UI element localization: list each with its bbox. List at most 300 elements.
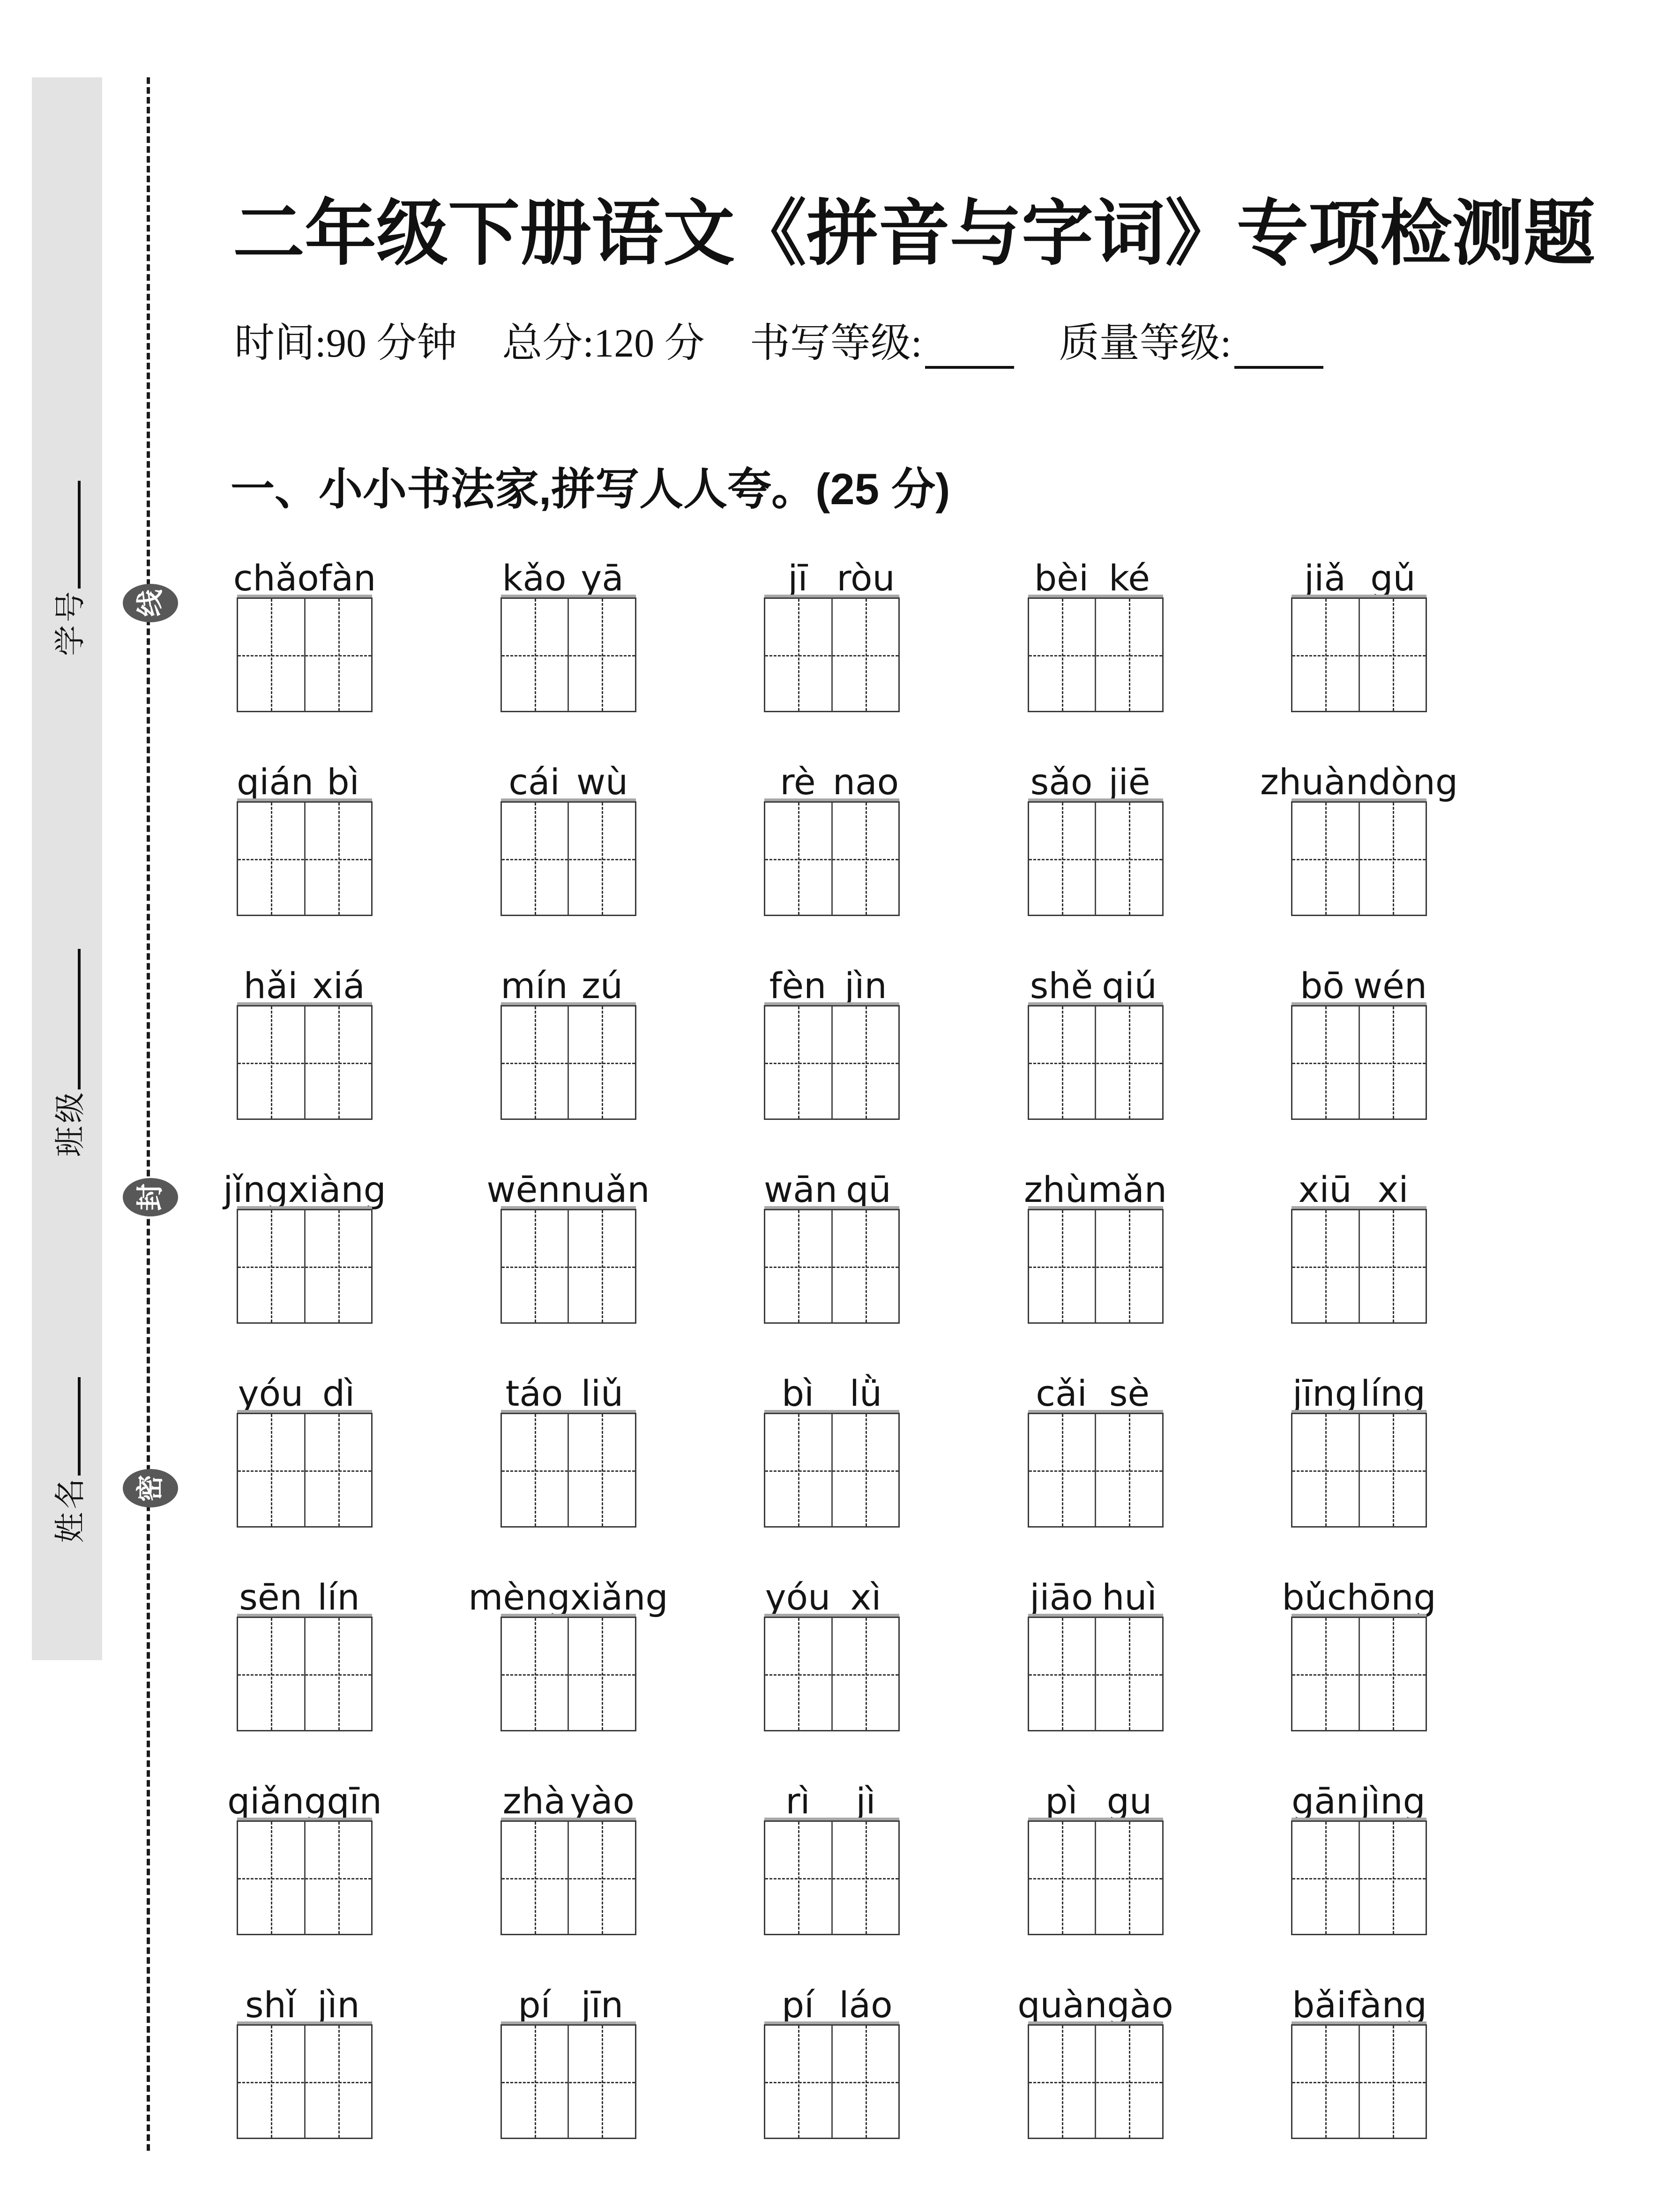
pinyin-syllable: bǔ [1282, 1576, 1327, 1618]
word-item [1028, 1355, 1164, 1559]
grid-cell [1029, 599, 1095, 711]
pinyin-syllable: táo [505, 1372, 563, 1414]
writing-grid [1028, 1209, 1164, 1324]
pinyin-pair [223, 1151, 386, 1210]
pinyin-syllable: nao [832, 760, 899, 803]
word-item [1017, 1967, 1173, 2170]
pinyin-syllable: lín [317, 1576, 360, 1618]
grid-cell [238, 1822, 304, 1934]
grid-cell [1292, 1414, 1359, 1526]
pinyin-syllable: gān [1292, 1780, 1359, 1822]
info-time [234, 310, 457, 368]
grid-cell [765, 803, 831, 915]
name-field-underline [47, 1377, 81, 1476]
pinyin-syllable: xì [850, 1576, 881, 1618]
pinyin-syllable: zhù [1024, 1168, 1088, 1210]
seal-dashed-line [147, 77, 150, 2151]
pinyin-syllable: jīn [581, 1983, 624, 2026]
word-item [237, 744, 373, 947]
pinyin-syllable: rì [785, 1780, 810, 1822]
pinyin-pair [1028, 947, 1164, 1005]
word-item [237, 1967, 373, 2170]
writing-grid [237, 1209, 373, 1324]
writing-grid [500, 1820, 636, 1935]
pinyin-pair [1028, 1355, 1164, 1413]
student-info-bar [32, 77, 102, 1660]
pinyin-pair [500, 947, 636, 1005]
grid-cell [831, 1618, 899, 1730]
word-item [1291, 1355, 1427, 1559]
pinyin-pair [237, 947, 373, 1005]
writing-grid [1291, 1820, 1427, 1935]
grid-cell [765, 1007, 831, 1118]
writing-grid [764, 2024, 900, 2139]
pinyin-syllable: líng [1360, 1372, 1426, 1414]
grid-cell [238, 1210, 304, 1322]
grid-cell [1029, 1414, 1095, 1526]
grid-cell [831, 2026, 899, 2138]
pinyin-pair [237, 744, 373, 801]
pinyin-pair [764, 1559, 900, 1617]
pinyin-syllable: jì [856, 1780, 876, 1822]
grid-cell [1359, 2026, 1426, 2138]
grid-cell [238, 1414, 304, 1526]
writing-grid [764, 1209, 900, 1324]
grid-cell [831, 1210, 899, 1322]
grid-cell [1095, 1822, 1162, 1934]
writing-grid [500, 801, 636, 916]
pinyin-row [237, 1355, 1427, 1559]
word-item [1260, 744, 1458, 947]
pinyin-syllable: jiāo [1030, 1576, 1093, 1618]
grid-cell [765, 599, 831, 711]
pinyin-syllable: jī [788, 557, 808, 599]
pinyin-row [237, 744, 1458, 947]
writing-grid [764, 597, 900, 712]
pinyin-pair [227, 1763, 382, 1822]
grid-cell [1359, 1414, 1426, 1526]
grid-cell [1292, 1618, 1359, 1730]
grid-cell [1292, 803, 1359, 915]
pinyin-pair [1028, 1763, 1164, 1820]
writing-grid [1028, 2024, 1164, 2139]
pinyin-syllable: yā [581, 557, 624, 599]
grid-cell [304, 2026, 372, 2138]
class-field [45, 949, 90, 1157]
pinyin-pair [1028, 540, 1164, 597]
word-item [1291, 1763, 1427, 1967]
pinyin-row [227, 1763, 1427, 1967]
info-time-label: 时间:90 分钟 [234, 321, 457, 365]
pinyin-syllable: jiǎ [1304, 557, 1346, 599]
grid-cell [1292, 1210, 1359, 1322]
pinyin-syllable: láo [839, 1983, 893, 2026]
pinyin-syllable: bǎi [1292, 1983, 1347, 2026]
grid-cell [1359, 599, 1426, 711]
grid-cell [765, 1822, 831, 1934]
exam-info-bar [234, 310, 1323, 368]
word-item [764, 540, 900, 744]
pinyin-pair [1291, 1355, 1427, 1413]
pinyin-syllable: jìn [317, 1983, 360, 2026]
pinyin-syllable: ròu [836, 557, 895, 599]
pinyin-syllable: rè [780, 760, 816, 803]
pinyin-syllable: wù [576, 760, 628, 803]
pinyin-row [223, 1151, 1427, 1355]
writing-grid [1028, 597, 1164, 712]
pinyin-syllable: jìng [1360, 1780, 1426, 1822]
word-item [764, 744, 900, 947]
grid-cell [1359, 1618, 1426, 1730]
pinyin-pair [1291, 540, 1427, 597]
grid-cell [1029, 1822, 1095, 1934]
pinyin-syllable: mín [500, 964, 568, 1007]
pinyin-pair [1291, 1763, 1427, 1820]
grid-cell [1095, 2026, 1162, 2138]
word-item [500, 744, 636, 947]
grid-cell [567, 803, 635, 915]
word-item [500, 1355, 636, 1559]
name-field [45, 1377, 90, 1543]
writing-grid [1291, 801, 1427, 916]
seal-badge-mi [123, 1469, 178, 1507]
pinyin-pair [486, 1151, 650, 1210]
word-item [237, 1355, 373, 1559]
info-quality-grade-label: 质量等级: [1059, 321, 1232, 365]
pinyin-pair [1017, 1967, 1173, 2026]
page-title: 二年级下册语文《拼音与字词》专项检测题 [233, 195, 1596, 274]
pinyin-syllable: sǎo [1030, 760, 1093, 803]
grid-cell [765, 1210, 831, 1322]
pinyin-pair [468, 1559, 668, 1618]
student-id-field [45, 481, 90, 656]
pinyin-syllable: zhuàn [1260, 760, 1368, 803]
word-item [764, 1355, 900, 1559]
grid-cell [304, 1210, 372, 1322]
writing-grid [1028, 1820, 1164, 1935]
word-item [468, 1559, 668, 1763]
writing-grid [764, 1617, 900, 1731]
word-item [764, 1559, 900, 1763]
pinyin-syllable: xiǎng [570, 1576, 668, 1618]
grid-cell [1359, 1210, 1426, 1322]
grid-cell [502, 1007, 568, 1118]
grid-cell [567, 1618, 635, 1730]
writing-grid [500, 1209, 636, 1324]
pinyin-pair [237, 1967, 373, 2024]
class-field-underline [47, 949, 81, 1089]
word-item [1028, 947, 1164, 1151]
pinyin-syllable: sè [1109, 1372, 1150, 1414]
grid-cell [502, 1618, 568, 1730]
writing-grid [500, 597, 636, 712]
pinyin-syllable: kǎo [502, 557, 567, 599]
pinyin-syllable: jīng [1292, 1372, 1358, 1414]
writing-grid [1028, 1617, 1164, 1731]
pinyin-syllable: shě [1030, 964, 1093, 1007]
word-item [237, 947, 373, 1151]
pinyin-pair [500, 1763, 636, 1820]
writing-grid [237, 2024, 373, 2139]
grid-cell [1359, 1822, 1426, 1934]
pinyin-syllable: zú [581, 964, 623, 1007]
pinyin-pair [764, 1763, 900, 1820]
info-writing-grade-label: 书写等级: [749, 321, 922, 365]
pinyin-pair [1028, 744, 1164, 801]
grid-cell [567, 599, 635, 711]
grid-cell [1095, 803, 1162, 915]
pinyin-pair [1291, 1967, 1427, 2024]
pinyin-syllable: yào [569, 1780, 635, 1822]
pinyin-pair [500, 540, 636, 597]
grid-cell [238, 1618, 304, 1730]
grid-cell [238, 1007, 304, 1118]
word-item [764, 1763, 900, 1967]
writing-grid [500, 1617, 636, 1731]
grid-cell [831, 803, 899, 915]
word-item [1028, 1559, 1164, 1763]
word-item [1291, 540, 1427, 744]
pinyin-pair [1260, 744, 1458, 803]
word-item [500, 1763, 636, 1967]
writing-grid [237, 1005, 373, 1120]
grid-cell [502, 1822, 568, 1934]
pinyin-pair [1282, 1559, 1436, 1618]
pinyin-row [237, 1967, 1427, 2170]
name-field-label: 姓名 [53, 1476, 88, 1543]
pinyin-syllable: pí [781, 1983, 814, 2026]
pinyin-syllable: qīn [327, 1780, 382, 1822]
info-writing-grade [750, 310, 1014, 368]
grid-cell [502, 599, 568, 711]
grid-cell [502, 1210, 568, 1322]
pinyin-syllable: xiū [1298, 1168, 1352, 1210]
pinyin-syllable: chǎo [233, 557, 319, 599]
pinyin-syllable: huì [1102, 1576, 1157, 1618]
pinyin-syllable: gào [1107, 1983, 1173, 2026]
word-item [764, 947, 900, 1151]
grid-cell [304, 599, 372, 711]
writing-grid [1291, 1005, 1427, 1120]
pinyin-syllable: lǜ [849, 1372, 882, 1414]
pinyin-pair [764, 1967, 900, 2024]
pinyin-pair [764, 1355, 900, 1413]
pinyin-syllable: bèi [1034, 557, 1089, 599]
grid-cell [1292, 599, 1359, 711]
pinyin-pair [500, 1967, 636, 2024]
word-item [1291, 1967, 1427, 2170]
pinyin-syllable: mǎn [1088, 1168, 1167, 1210]
writing-grid [1291, 1617, 1427, 1731]
pinyin-pair [1028, 1559, 1164, 1617]
pinyin-pair [1291, 1151, 1427, 1209]
writing-grid [500, 2024, 636, 2139]
writing-grid [764, 1820, 900, 1935]
writing-grid [1291, 1413, 1427, 1528]
writing-grid [764, 1413, 900, 1528]
pinyin-syllable: xi [1377, 1168, 1409, 1210]
pinyin-row [233, 540, 1427, 744]
pinyin-syllable: yóu [765, 1576, 831, 1618]
info-quality-grade [1059, 310, 1323, 368]
grid-cell [567, 1822, 635, 1934]
writing-grid [764, 801, 900, 916]
grid-cell [1095, 1618, 1162, 1730]
grid-cell [1359, 1007, 1426, 1118]
pinyin-syllable: fàng [1347, 1983, 1427, 2026]
word-item [1291, 947, 1427, 1151]
writing-grid [237, 1413, 373, 1528]
pinyin-pair [237, 1559, 373, 1617]
grid-cell [831, 599, 899, 711]
writing-grid [1291, 597, 1427, 712]
writing-grid [500, 1413, 636, 1528]
grid-cell [1292, 2026, 1359, 2138]
word-item [764, 1151, 900, 1355]
writing-grid [500, 1005, 636, 1120]
pinyin-syllable: chōng [1327, 1576, 1436, 1618]
grid-cell [304, 1618, 372, 1730]
writing-grid [237, 801, 373, 916]
pinyin-syllable: pí [518, 1983, 551, 2026]
pinyin-pair [764, 947, 900, 1005]
grid-cell [238, 803, 304, 915]
pinyin-syllable: yóu [238, 1372, 304, 1414]
word-item [233, 540, 376, 744]
grid-cell [765, 1618, 831, 1730]
writing-grid [1291, 1209, 1427, 1324]
pinyin-syllable: fàn [319, 557, 376, 599]
pinyin-pair [764, 1151, 900, 1209]
pinyin-syllable: bì [781, 1372, 814, 1414]
word-item [500, 947, 636, 1151]
writing-grade-blank [925, 366, 1014, 369]
pinyin-syllable: gǔ [1370, 557, 1416, 599]
grid-cell [1292, 1007, 1359, 1118]
pinyin-syllable: bì [327, 760, 359, 803]
writing-grid [237, 597, 373, 712]
pinyin-syllable: wān [764, 1168, 837, 1210]
pinyin-syllable: dòng [1368, 760, 1458, 803]
pinyin-syllable: qiǎng [227, 1780, 327, 1822]
grid-cell [765, 2026, 831, 2138]
pinyin-syllable: nuǎn [560, 1168, 650, 1210]
section-one-heading: 一、小小书法家,拼写人人夸。(25 分) [231, 464, 950, 514]
seal-badge-feng [123, 1178, 178, 1216]
grid-cell [304, 1822, 372, 1934]
writing-grid [764, 1005, 900, 1120]
grid-cell [238, 599, 304, 711]
pinyin-pair [500, 1355, 636, 1413]
writing-grid [237, 1617, 373, 1731]
pinyin-syllable: ké [1108, 557, 1150, 599]
word-item [764, 1967, 900, 2170]
word-item [1282, 1559, 1436, 1763]
grid-cell [567, 2026, 635, 2138]
writing-grid [1291, 2024, 1427, 2139]
pinyin-syllable: liǔ [581, 1372, 624, 1414]
word-item [1028, 744, 1164, 947]
writing-grid [237, 1820, 373, 1935]
pinyin-syllable: wén [1353, 964, 1427, 1007]
pinyin-pair [237, 1355, 373, 1413]
grid-cell [831, 1007, 899, 1118]
pinyin-pair [764, 540, 900, 597]
grid-cell [502, 2026, 568, 2138]
pinyin-syllable: hǎi [243, 964, 298, 1007]
grid-cell [238, 2026, 304, 2138]
pinyin-syllable: sēn [239, 1576, 302, 1618]
grid-cell [1292, 1822, 1359, 1934]
pinyin-pair [764, 744, 900, 801]
pinyin-row [237, 1559, 1436, 1763]
word-item [237, 1559, 373, 1763]
pinyin-syllable: dì [322, 1372, 355, 1414]
pinyin-syllable: shǐ [245, 1983, 296, 2026]
pinyin-syllable: wēn [486, 1168, 560, 1210]
pinyin-syllable: zhà [502, 1780, 566, 1822]
word-item [500, 540, 636, 744]
pinyin-syllable: jiē [1108, 760, 1150, 803]
seal-badge-char: 线 [134, 589, 165, 617]
grid-cell [304, 1007, 372, 1118]
pinyin-pair [233, 540, 376, 599]
grid-cell [502, 1414, 568, 1526]
pinyin-row [237, 947, 1427, 1151]
seal-badge-char: 密 [134, 1474, 165, 1502]
grid-cell [304, 803, 372, 915]
word-item [223, 1151, 386, 1355]
grid-cell [567, 1210, 635, 1322]
quality-grade-blank [1234, 366, 1323, 369]
pinyin-syllable: cǎi [1036, 1372, 1087, 1414]
pinyin-pair [500, 744, 636, 801]
seal-badge-char: 封 [134, 1183, 165, 1211]
grid-cell [1359, 803, 1426, 915]
info-total-score-label: 总分:120 分 [502, 321, 705, 365]
grid-cell [1095, 599, 1162, 711]
grid-cell [1029, 1618, 1095, 1730]
grid-cell [1029, 1007, 1095, 1118]
pinyin-syllable: fèn [769, 964, 827, 1007]
writing-grid [1028, 1005, 1164, 1120]
grid-cell [1095, 1210, 1162, 1322]
pinyin-syllable: bō [1300, 964, 1344, 1007]
word-item [500, 1967, 636, 2170]
grid-cell [567, 1007, 635, 1118]
pinyin-syllable: quàn [1017, 1983, 1107, 2026]
pinyin-syllable: gu [1106, 1780, 1152, 1822]
writing-grid [1028, 1413, 1164, 1528]
pinyin-syllable: qū [846, 1168, 891, 1210]
grid-cell [1029, 803, 1095, 915]
pinyin-syllable: xiá [312, 964, 365, 1007]
pinyin-syllable: qiú [1102, 964, 1157, 1007]
grid-cell [831, 1414, 899, 1526]
info-total-score [502, 310, 704, 368]
pinyin-grid-area [223, 540, 1458, 2170]
pinyin-syllable: qián [237, 760, 314, 803]
student-info-strip [32, 77, 102, 1660]
pinyin-syllable: jǐng [223, 1168, 288, 1210]
class-field-label: 班级 [53, 1089, 88, 1157]
word-item [486, 1151, 650, 1355]
word-item [227, 1763, 382, 1967]
word-item [1291, 1151, 1427, 1355]
pinyin-syllable: mèng [468, 1576, 570, 1618]
pinyin-syllable: pì [1045, 1780, 1078, 1822]
word-item [1028, 540, 1164, 744]
